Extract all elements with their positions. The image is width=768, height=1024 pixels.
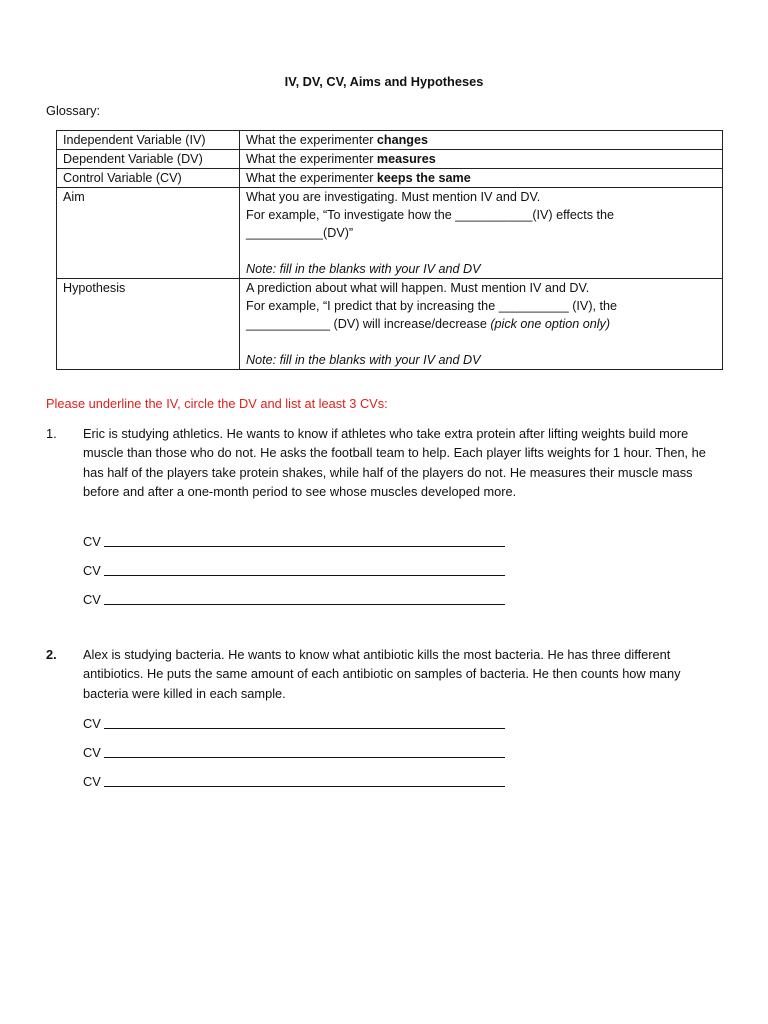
answer-rule [104,546,505,547]
cv-answer-line[interactable] [83,530,513,549]
glossary-row-cv [57,169,723,188]
glossary-row-iv [57,131,723,150]
glossary-definition [240,279,723,370]
definition-text: What the experimenter [246,171,377,185]
glossary-heading: Glossary: [46,103,101,118]
note-text: Note: fill in the blanks with your IV and DV [246,353,481,367]
cv-answer-line[interactable] [83,770,513,789]
cv-label: CV [83,563,101,578]
cv-answer-line[interactable] [83,588,513,607]
blank-line [246,242,716,260]
glossary-term: Aim [57,188,240,279]
answer-rule [104,786,505,787]
definition-line: What you are investigating. Must mention IV and DV. [246,190,541,204]
glossary-table [56,130,723,370]
definition-keyword: measures [376,152,436,166]
definition-example-line: ___________(DV)” [246,226,354,240]
definition-text: What the experimenter [246,133,377,147]
glossary-term: Control Variable (CV) [57,169,240,188]
cv-label: CV [83,716,101,731]
question-number: 1. [46,426,57,441]
cv-answer-line[interactable] [83,559,513,578]
answer-rule [104,728,505,729]
glossary-definition [240,150,723,169]
definition-note [246,351,716,369]
cv-answer-line[interactable] [83,741,513,760]
glossary-term: Independent Variable (IV) [57,131,240,150]
glossary-term: Hypothesis [57,279,240,370]
cv-label: CV [83,774,101,789]
definition-example-line [246,315,716,333]
glossary-term: Dependent Variable (DV) [57,150,240,169]
question-number: 2. [46,647,57,662]
note-text: Note: fill in the blanks with your IV and DV [246,262,481,276]
definition-keyword: keeps the same [376,171,471,185]
glossary-definition [240,131,723,150]
definition-note [246,260,716,278]
cv-label: CV [83,534,101,549]
definition-keyword: changes [376,133,429,147]
answer-rule [104,757,505,758]
question-text: Eric is studying athletics. He wants to know if athletes who take extra protein after lifting weights build more muscle than those who do not. He asks the football team to help. Each player lifts weights for 1 hour. Then, he has half of the players take protein shakes, while half of the players do not. He measures their muscle mass before and after a one-month period to see whose muscles developed more. [83,426,706,499]
definition-example-line: For example, “To investigate how the ___________(IV) effects the [246,208,615,222]
instructions-text: Please underline the IV, circle the DV and list at least 3 CVs: [46,396,388,411]
glossary-definition [240,188,723,279]
example-italic-text: (pick one option only) [490,317,611,331]
answer-rule [104,604,505,605]
blank-line [246,333,716,351]
cv-label: CV [83,592,101,607]
cv-answer-line[interactable] [83,712,513,731]
answer-rule [104,575,505,576]
page-title: IV, DV, CV, Aims and Hypotheses [284,74,484,89]
glossary-row-hypothesis [57,279,723,370]
definition-text: What the experimenter [246,152,377,166]
definition-example-line: For example, “I predict that by increasing the __________ (IV), the [246,299,618,313]
question-text: Alex is studying bacteria. He wants to know what antibiotic kills the most bacteria. He has three different antibiotics. He puts the same amount of each antibiotic on samples of bacteria. He then counts how many bacteria were killed in each sample. [83,647,681,701]
glossary-row-aim [57,188,723,279]
definition-line: A prediction about what will happen. Must mention IV and DV. [246,281,590,295]
glossary-row-dv [57,150,723,169]
cv-label: CV [83,745,101,760]
glossary-definition [240,169,723,188]
example-text: ____________ (DV) will increase/decrease [246,317,491,331]
